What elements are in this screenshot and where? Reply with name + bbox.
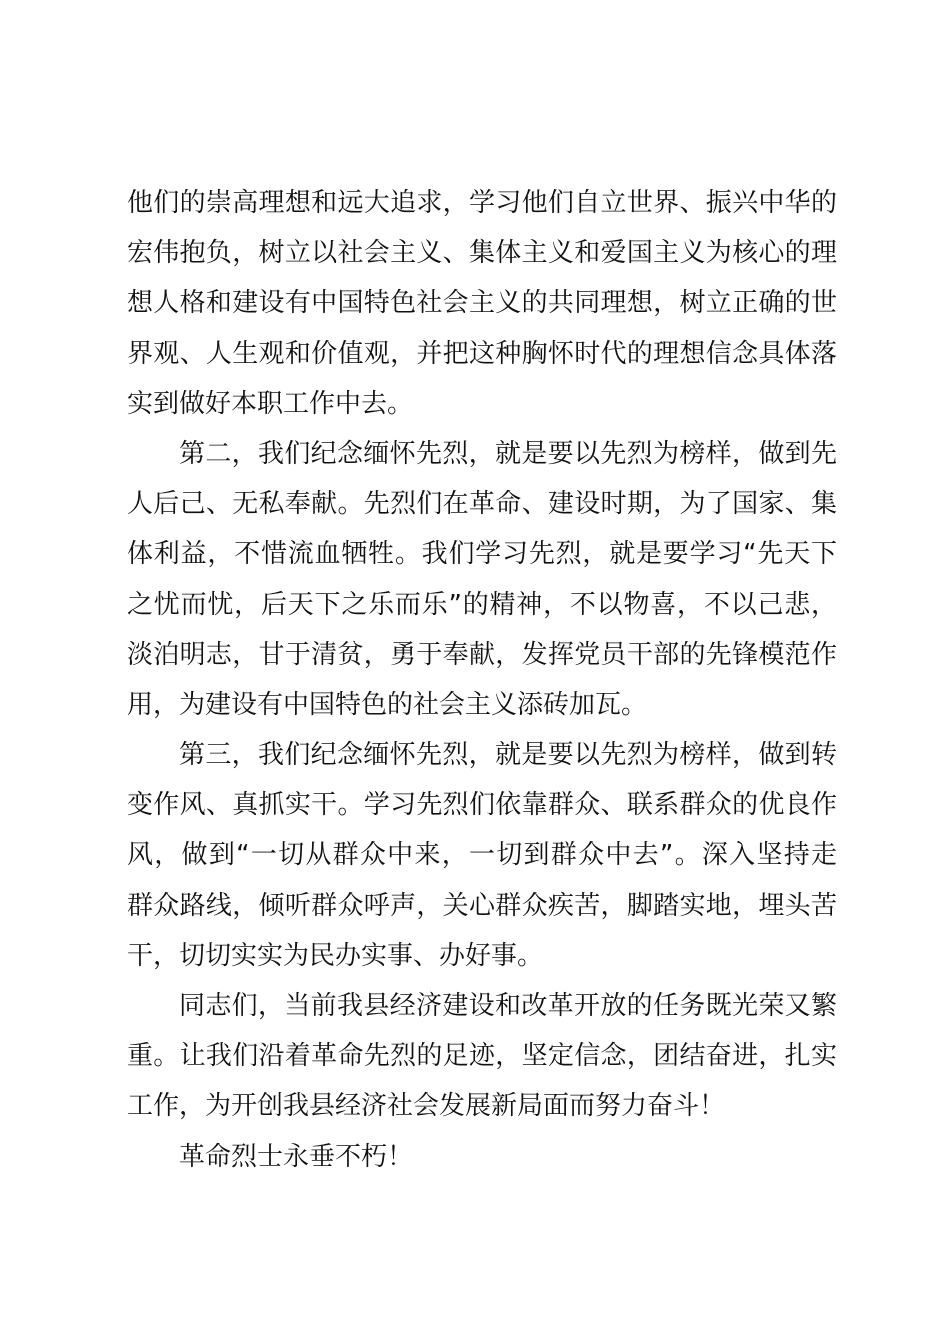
text-line: 干，切切实实为民办实事、办好事。 [127, 940, 544, 971]
text-line: 第三，我们纪念缅怀先烈，就是要以先烈为榜样，做到转 [179, 740, 837, 771]
paragraph-continuation [127, 178, 837, 429]
paragraph-third [127, 730, 837, 981]
text-line: 实到做好本职工作中去。 [127, 388, 414, 419]
text-line: 群众路线，倾听群众呼声，关心群众疾苦，脚踏实地，埋头苦 [127, 890, 837, 921]
text-line: 之忧而忧，后天下之乐而乐”的精神，不以物喜，不以己悲， [127, 589, 837, 620]
text-line: 工作，为开创我县经济社会发展新局面而努力奋斗！ [127, 1091, 726, 1122]
text-line: 体利益，不惜流血牺牲。我们学习先烈，就是要学习“先天下 [127, 539, 837, 570]
text-line: 人后己、无私奉献。先烈们在革命、建设时期，为了国家、集 [127, 489, 837, 520]
text-line: 重。让我们沿着革命先烈的足迹，坚定信念，团结奋进，扎实 [127, 1041, 837, 1072]
text-line: 风，做到“一切从群众中来，一切到群众中去”。深入坚持走 [127, 840, 837, 871]
text-line: 想人格和建设有中国特色社会主义的共同理想，树立正确的世 [127, 288, 837, 319]
text-line: 同志们，当前我县经济建设和改革开放的任务既光荣又繁 [179, 991, 837, 1021]
text-line: 用，为建设有中国特色的社会主义添砖加瓦。 [127, 689, 648, 720]
paragraph-comrades [127, 981, 837, 1132]
text-line: 第二，我们纪念缅怀先烈，就是要以先烈为榜样，做到先 [179, 438, 837, 469]
paragraph-closing [127, 1132, 837, 1182]
body-text [127, 178, 837, 1182]
text-line: 宏伟抱负，树立以社会主义、集体主义和爱国主义为核心的理 [127, 238, 837, 269]
paragraph-second [127, 429, 837, 730]
text-line: 他们的崇高理想和远大追求，学习他们自立世界、振兴中华的 [127, 188, 837, 218]
text-line: 界观、人生观和价值观，并把这种胸怀时代的理想信念具体落 [127, 338, 837, 369]
text-line: 变作风、真抓实干。学习先烈们依靠群众、联系群众的优良作 [127, 790, 837, 821]
text-line: 革命烈士永垂不朽！ [179, 1141, 414, 1172]
text-line: 淡泊明志，甘于清贫，勇于奉献，发挥党员干部的先锋模范作 [127, 639, 837, 670]
